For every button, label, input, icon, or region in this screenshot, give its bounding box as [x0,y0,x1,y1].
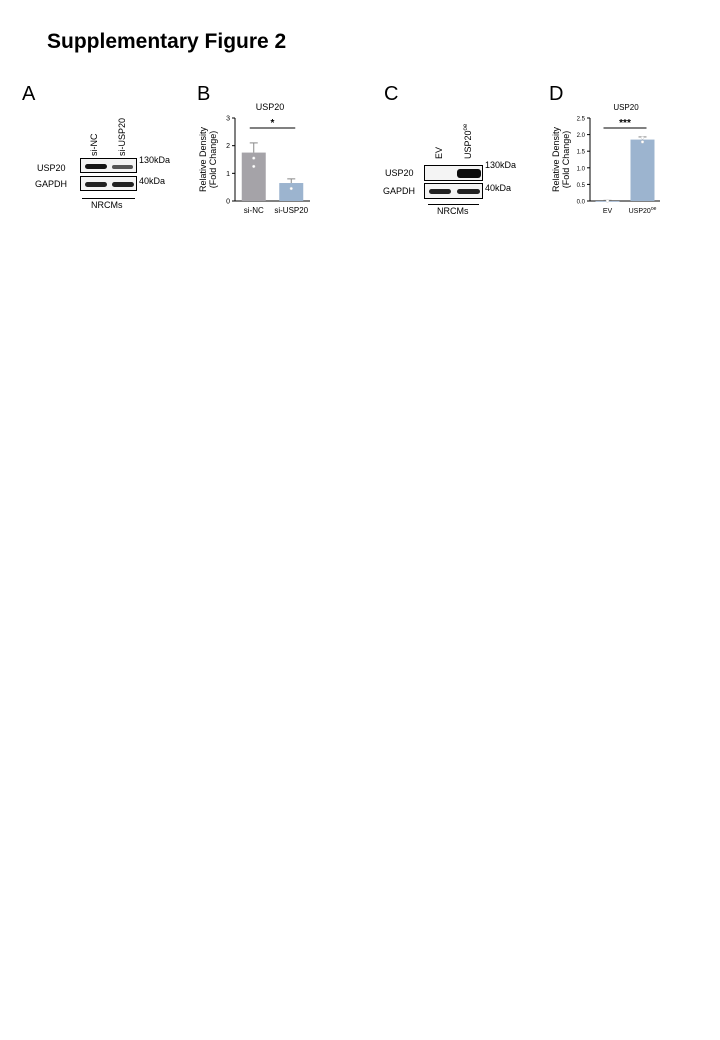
y-tick-label: 3 [226,115,230,123]
data-point [290,187,293,190]
y-tick-label: 0.0 [576,199,585,206]
marker-label: 130kDa [139,155,171,165]
blot-band [85,182,107,187]
panel-label-d: D [549,83,564,105]
chart-title: USP20 [255,102,285,112]
bar [631,140,655,201]
lane-label: si-USP20 [117,117,127,156]
data-point [252,157,255,160]
y-axis-label: Relative Density(Fold Change) [551,126,571,193]
blot-band [112,182,134,187]
x-tick-label: si-NC [243,206,264,215]
page-title: Supplementary Figure 2 [47,30,287,53]
blot-band [429,189,451,194]
lane-label: EV [434,146,444,159]
x-tick-label: $USP20^{oe}$ [628,206,657,215]
blot-strip-usp20 [424,165,483,181]
lane-label: si-NC [89,133,99,156]
y-tick-label: 2.5 [576,116,585,123]
y-axis-label: Relative Density(Fold Change) [198,126,218,193]
bar [279,183,303,201]
panel-label-a: A [22,83,36,105]
y-tick-label: 1.5 [576,149,585,156]
group-label: NRCMs [91,200,123,210]
data-point [606,200,609,203]
data-point [641,137,644,140]
blot-strip-gapdh [424,183,483,199]
panel-label-c: C [384,83,399,105]
y-tick-label: 2.0 [576,133,585,140]
significance-marker: *** [619,118,631,129]
data-point [641,141,644,144]
row-label: USP20 [385,168,414,178]
bar-chart-d [548,98,698,233]
y-tick-label: 0 [226,198,230,206]
group-label: NRCMs [437,206,469,216]
x-tick-label: si-USP20 [274,206,309,215]
chart-title: USP20 [613,103,639,112]
marker-label: 40kDa [485,183,512,193]
lane-text: USP20 [463,130,473,159]
row-label: GAPDH [35,179,68,189]
panel-label-b: B [197,83,211,105]
lane-sup: oe [463,123,469,131]
blot-band [457,169,481,178]
group-underline [428,204,479,205]
blot-band [457,189,480,194]
marker-label: 130kDa [485,160,517,170]
blot-strip-usp20 [80,158,137,173]
bar [242,153,266,201]
row-label: USP20 [37,163,66,173]
y-tick-label: 0.5 [576,182,585,189]
y-tick-label: 1 [226,170,230,178]
blot-band [112,165,133,169]
data-point [252,165,255,168]
marker-label: 40kDa [139,176,166,186]
y-tick-label: 1.0 [576,166,585,173]
row-label: GAPDH [383,186,416,196]
blot-band [85,164,107,169]
group-underline [82,198,135,199]
blot-strip-gapdh [80,176,137,191]
y-tick-label: 2 [226,143,230,151]
x-tick-label: EV [602,208,613,215]
bar-chart-b [195,98,345,228]
lane-label-oe [463,124,473,159]
significance-marker: * [270,118,275,129]
